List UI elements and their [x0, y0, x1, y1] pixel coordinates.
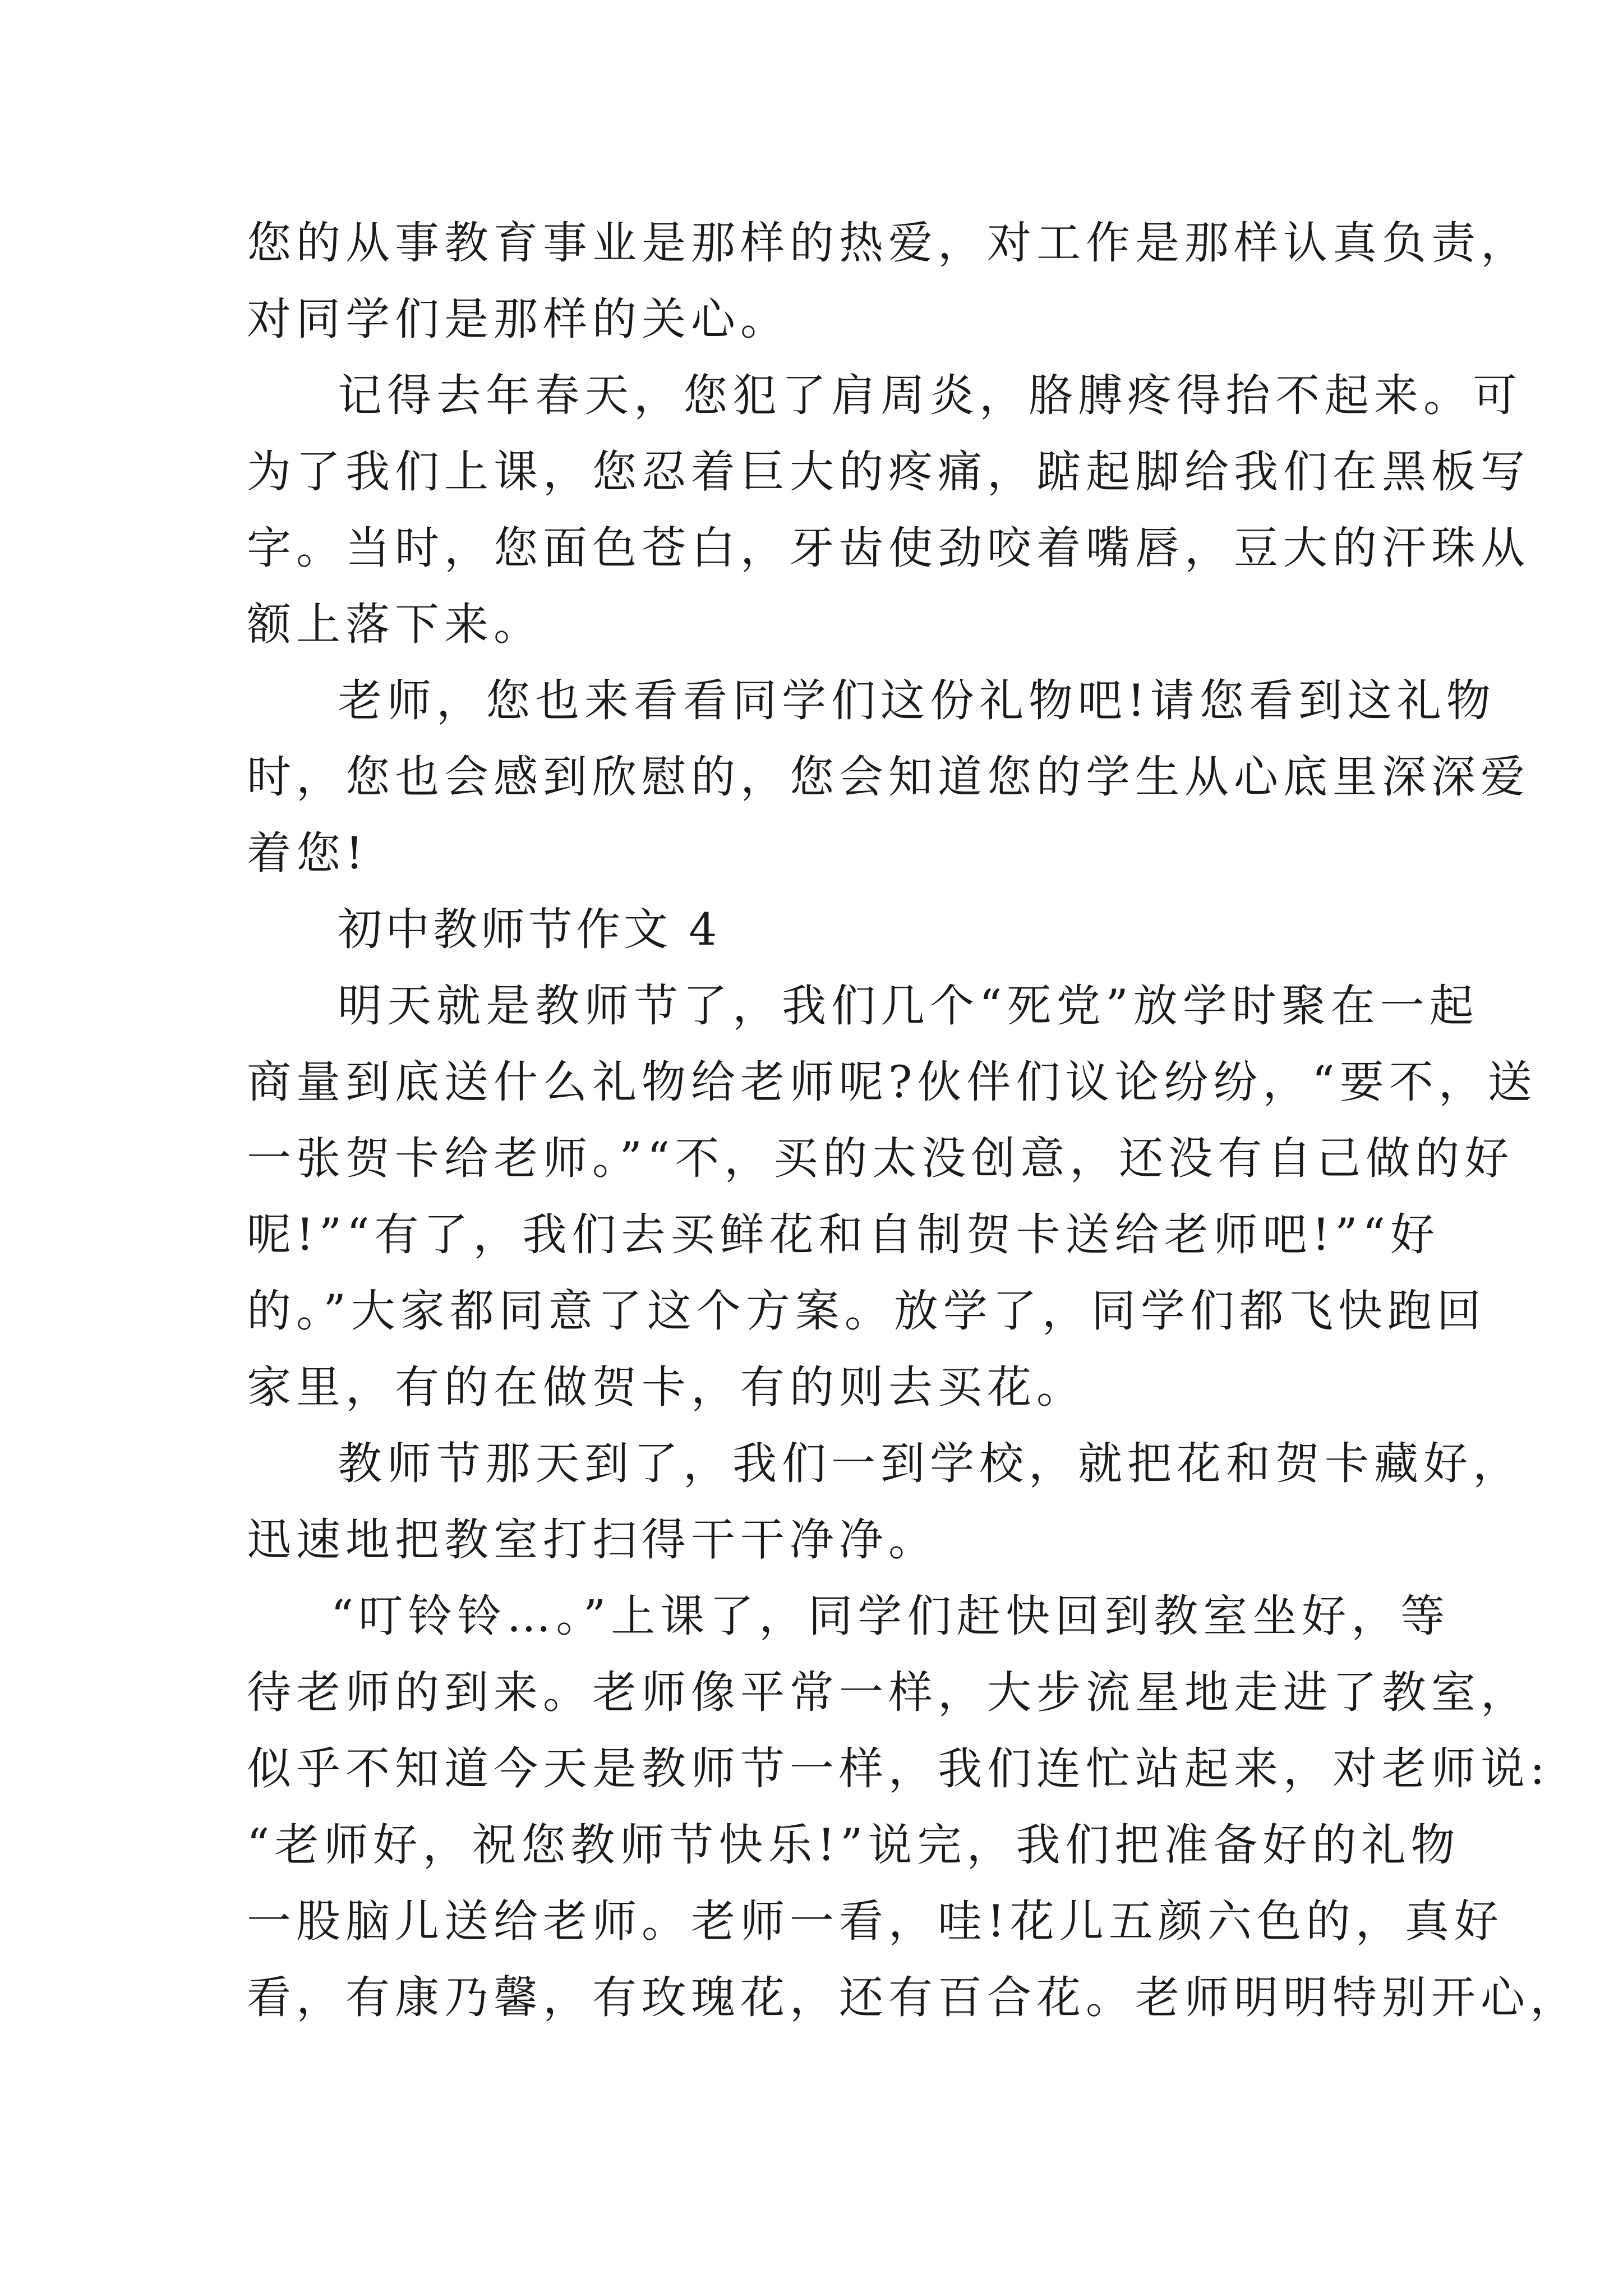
text-line: 时，您也会感到欣慰的，您会知道您的学生从心底里深深爱 — [247, 751, 1530, 803]
section-heading: 初中教师节作文 4 — [338, 904, 721, 955]
text-line: 您的从事教育事业是那样的热爱，对工作是那样认真负责， — [247, 217, 1530, 269]
text-line: 似乎不知道今天是教师节一样，我们连忙站起来，对老师说: — [247, 1743, 1550, 1795]
paragraph-start-line: 明天就是教师节了，我们几个“死党”放学时聚在一起 — [338, 980, 1479, 1032]
paragraph-start-line: 记得去年春天，您犯了肩周炎，胳膊疼得抬不起来。可 — [338, 370, 1522, 421]
text-line: 待老师的到来。老师像平常一样，大步流星地走进了教室， — [247, 1667, 1530, 1718]
paragraph-start-line: “叮铃铃…。”上课了，同学们赶快回到教室坐好，等 — [331, 1590, 1450, 1642]
text-line: 的。”大家都同意了这个方案。放学了，同学们都飞快跑回 — [247, 1285, 1486, 1337]
text-line: 额上落下来。 — [247, 599, 543, 650]
text-line: 为了我们上课，您忍着巨大的疼痛，踮起脚给我们在黑板写 — [247, 446, 1530, 498]
text-line: 呢!”“有了，我们去买鲜花和自制贺卡送给老师吧!”“好 — [247, 1209, 1440, 1260]
paragraph-start-line: 教师节那天到了，我们一到学校，就把花和贺卡藏好， — [338, 1438, 1522, 1489]
text-line: 家里，有的在做贺卡，有的则去买花。 — [247, 1361, 1086, 1413]
document-body — [247, 205, 1579, 2036]
text-line: 对同学们是那样的关心。 — [247, 293, 790, 345]
text-line: 迅速地把教室打扫得干干净净。 — [247, 1514, 938, 1566]
text-line: 一股脑儿送给老师。老师一看，哇!花儿五颜六色的，真好 — [247, 1895, 1504, 1947]
text-line: 字。当时，您面色苍白，牙齿使劲咬着嘴唇，豆大的汗珠从 — [247, 522, 1530, 574]
text-line: 着您! — [247, 827, 368, 879]
text-line: 一张贺卡给老师。”“不，买的太没创意，还没有自己做的好 — [247, 1133, 1514, 1184]
text-line: 看，有康乃馨，有玫瑰花，还有百合花。老师明明特别开心， — [247, 1972, 1579, 2023]
paragraph-start-line: 老师，您也来看看同学们这份礼物吧!请您看到这礼物 — [338, 675, 1496, 726]
text-line: “老师好，祝您教师节快乐!”说完，我们把准备好的礼物 — [247, 1819, 1460, 1871]
text-line: 商量到底送什么礼物给老师呢?伙伴们议论纷纷，“要不，送 — [247, 1056, 1537, 1108]
